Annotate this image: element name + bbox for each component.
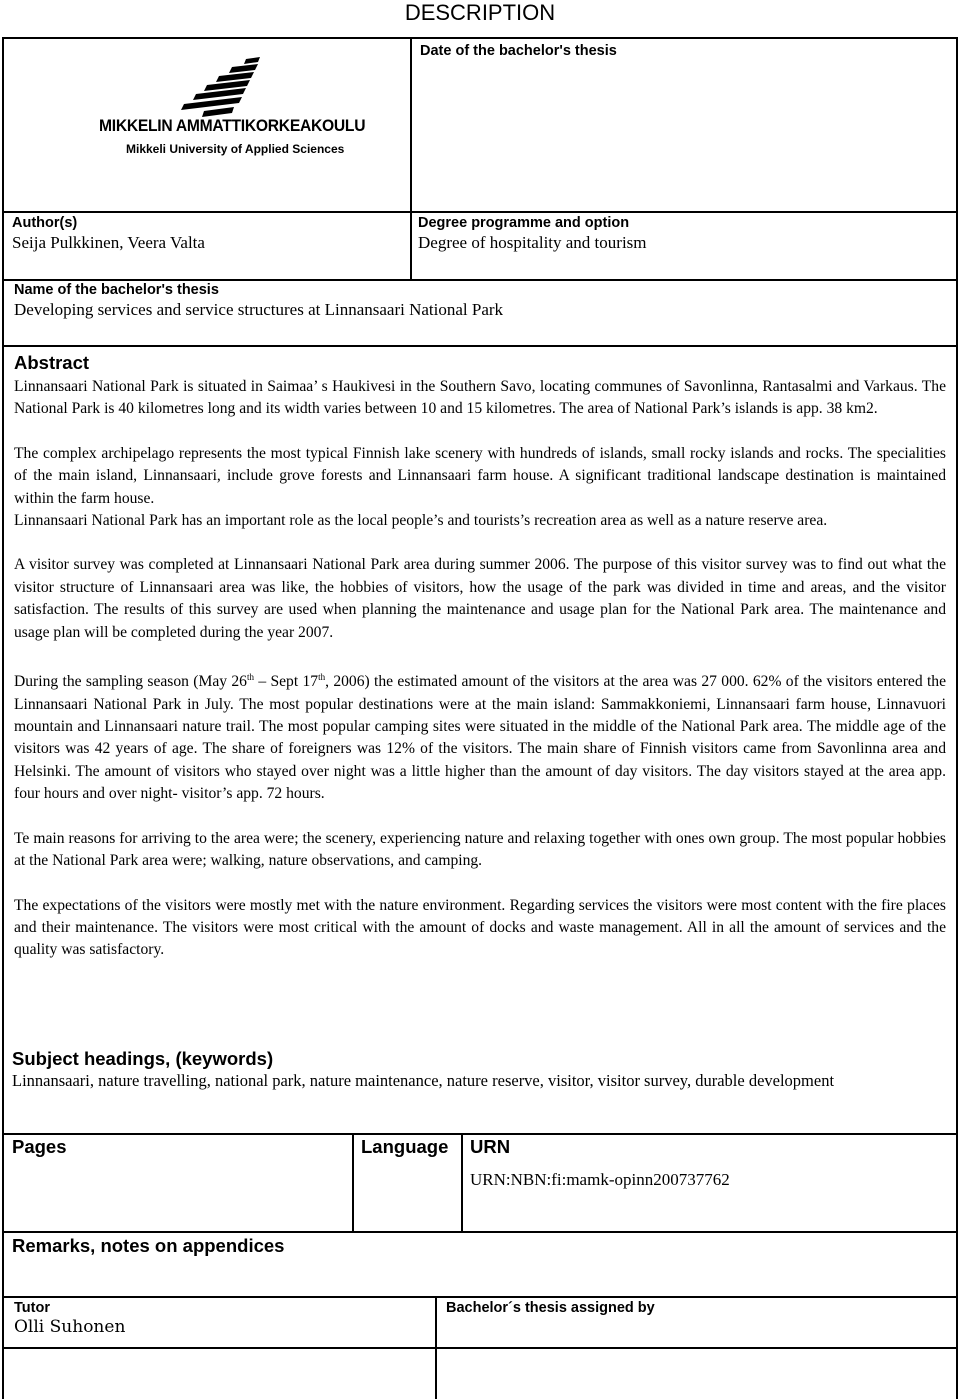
authors-cell (2, 211, 412, 281)
superscript: th (318, 672, 326, 683)
keywords-label: Subject headings, (keywords) (12, 1048, 274, 1069)
abstract-paragraph: The complex archipelago represents the most typical Finnish lake scenery with hundreds of islands, small rocky islands and rocks. The specialities of the main island, Linnansaari, include grove forests and Linnansaari farm house. A significant traditional landscape destination is maintained within the farm house. (14, 444, 946, 507)
degree-cell (410, 211, 958, 281)
abstract-paragraph: Te main reasons for arriving to the area were; the scenery, experiencing nature and relaxing together with ones own group. The most popular hobbies at the National Park area were; walking, nature observations, and camping. (14, 829, 946, 870)
urn-value: URN:NBN:fi:mamk-opinn200737762 (470, 1170, 730, 1189)
remarks-cell (2, 1231, 958, 1297)
degree-label: Degree programme and option (418, 215, 630, 231)
abstract-text: During the sampling season (May 26 (14, 673, 247, 691)
tutor-label: Tutor (14, 1300, 50, 1316)
abstract-paragraph: The expectations of the visitors were mostly met with the nature environment. Regarding services the visitors were most content with the fire places and their maintenance. The visitors were most critical with the amount of docks and waste management. All in all the amount of services and the quality was satisfactory. (14, 896, 946, 959)
thesis-name-cell (2, 279, 958, 347)
thesis-name-value: Developing services and service structures at Linnansaari National Park (14, 300, 504, 319)
pages-label: Pages (12, 1136, 67, 1157)
abstract-label: Abstract (14, 352, 90, 373)
authors-label: Author(s) (12, 215, 78, 231)
logo-name-fi: MIKKELIN AMMATTIKORKEAKOULU (99, 116, 366, 135)
date-label: Date of the bachelor's thesis (420, 43, 617, 59)
assigned-label: Bachelor´s thesis assigned by (446, 1300, 655, 1316)
abstract-paragraph (14, 666, 946, 806)
abstract-text: – Sept 17 (254, 673, 319, 691)
abstract-paragraph: Linnansaari National Park is situated in Saimaa’ s Haukivesi in the Southern Savo, locating communes of Savonlinna, Rantasalmi and Varkaus. The National Park is 40 kilometres long and its width varies between 10 and 15 kilometres. The area of National Park’s islands is app. 38 km2. (14, 378, 946, 418)
abstract-paragraph: A visitor survey was completed at Linnansaari National Park area during summer 2006. The purpose of this visitor survey was to find out what the visitor structure of Linnansaari area was like, the hobbies of visitors, how the usage of the park was divided in time and areas, and the visitor satisfaction. The results of this survey are used when planning the maintenance and usage plan for the National Park area. The maintenance and usage plan will be completed during the year 2007. (14, 556, 946, 641)
tutor-value: Olli Suhonen (14, 1317, 126, 1337)
degree-value: Degree of hospitality and tourism (418, 233, 647, 252)
authors-value: Seija Pulkkinen, Veera Valta (12, 233, 205, 252)
thesis-name-label: Name of the bachelor's thesis (14, 282, 219, 298)
abstract-body (14, 376, 946, 962)
keywords-value: Linnansaari, nature travelling, national park, nature maintenance, nature reserve, visitor, visitor survey, durable development (12, 1071, 835, 1090)
abstract-text: , 2006) the estimated amount of the visitors at the area was 27 000. 62% of the visitors entered the Linnansaari National Park in July. The most popular destinations were at the main island: Sammakkoniemi, Linnansaari farm house, Linnavuori mountain and Linnansaari nature trail. The most popular camping sites were situated in the middle of the National Park area. The middle age of the visitors was 42 years of age. The share of foreigners was 12% of the visitors. The main share of Finnish visitors came from Savonlinna area and Helsinki. The amount of visitors who stayed over night was a little higher than the amount of day visitors. The day visitors stayed at the area app. four hours and over night- visitor’s app. 72 hours. (14, 673, 946, 803)
urn-label: URN (470, 1136, 511, 1157)
pages-cell (2, 1133, 354, 1233)
urn-cell (461, 1133, 958, 1233)
abstract-paragraph: Linnansaari National Park has an important role as the local people’s and tourists’s recreation area as well as a nature reserve area. (14, 512, 828, 530)
remarks-label: Remarks, notes on appendices (12, 1235, 285, 1256)
tutor-cell (2, 1296, 437, 1399)
assigned-cell (435, 1296, 958, 1399)
superscript: th (246, 672, 254, 683)
page-title: DESCRIPTION (404, 0, 556, 25)
logo-name-en: Mikkeli University of Applied Sciences (126, 142, 345, 156)
keywords-section (2, 1048, 958, 1130)
language-cell (352, 1133, 463, 1233)
language-label: Language (361, 1136, 449, 1157)
mamk-logo-icon (174, 57, 264, 119)
